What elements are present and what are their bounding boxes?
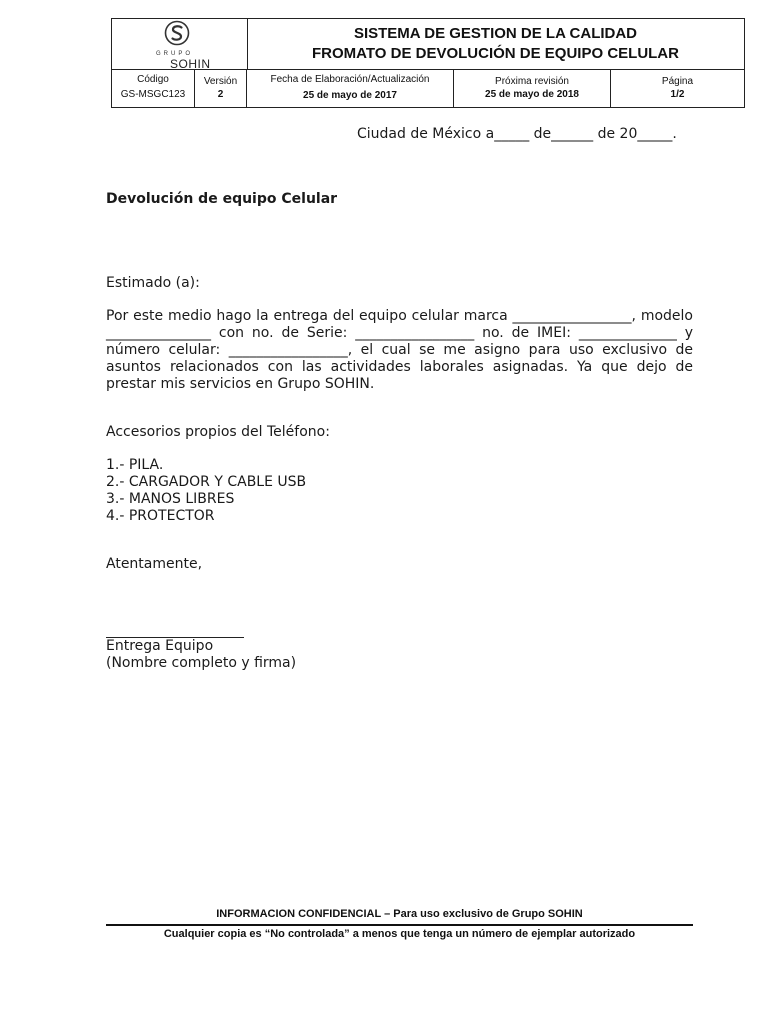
- list-item: 1.- PILA.: [106, 457, 164, 473]
- version-value: 2: [217, 89, 224, 100]
- signature-role: Entrega Equipo: [106, 638, 214, 654]
- pagina-label: Página: [661, 76, 694, 87]
- greeting: Estimado (a):: [106, 275, 200, 291]
- body-paragraph: Por este medio hago la entrega del equipo celular marca _________________, modelo _______________ con no. de Serie: _________________ no. de IMEI: ______________ y número celular: _________________, el cual se me asigno para uso exclusivo de asuntos relacionados con las actividades laborales asignadas. Ya que dejo de prestar mis servicios en Grupo SOHIN.: [106, 308, 693, 392]
- closing: Atentamente,: [106, 556, 203, 572]
- fecha-label: Fecha de Elaboración/Actualización: [270, 74, 430, 85]
- footer-divider: [106, 924, 693, 926]
- list-item: 2.- CARGADOR Y CABLE USB: [106, 474, 307, 490]
- proxima-label: Próxima revisión: [495, 76, 569, 87]
- list-item: 4.- PROTECTOR: [106, 508, 215, 524]
- list-item: 3.- MANOS LIBRES: [106, 491, 235, 507]
- proxima-cell: [454, 69, 611, 107]
- codigo-cell: [112, 69, 195, 107]
- header-info-row: [112, 69, 744, 107]
- header-top-row: [112, 19, 744, 70]
- sohin-s-logo-icon: [164, 19, 190, 49]
- document-heading: Devolución de equipo Celular: [106, 191, 338, 207]
- footer-copy-notice: Cualquier copia es “No controlada” a menos que tenga un número de ejemplar autorizado: [163, 928, 636, 940]
- fecha-cell: [247, 69, 454, 107]
- signature-block: [106, 638, 296, 672]
- proxima-value: 25 de mayo de 2018: [485, 89, 579, 100]
- logo-group-text: GRUPO: [156, 51, 194, 57]
- signature-note: (Nombre completo y firma): [106, 655, 297, 671]
- codigo-value: GS-MSGC123: [120, 89, 186, 100]
- city-date-line: Ciudad de México a_____ de______ de 20_____.: [357, 126, 677, 142]
- pagina-value: 1/2: [670, 89, 685, 100]
- pagina-cell: [611, 69, 744, 107]
- version-cell: [195, 69, 247, 107]
- codigo-label: Código: [137, 74, 169, 85]
- footer-confidential: INFORMACION CONFIDENCIAL – Para uso exclusivo de Grupo SOHIN: [216, 908, 583, 920]
- accessories-list: [106, 457, 306, 525]
- title-cell: [247, 19, 744, 69]
- sohin-logo: [156, 19, 216, 69]
- logo-cell: [112, 19, 248, 69]
- accessories-title: Accesorios propios del Teléfono:: [106, 424, 330, 440]
- format-title: FROMATO DE DEVOLUCIÓN DE EQUIPO CELULAR: [312, 45, 679, 62]
- version-label: Versión: [203, 76, 238, 87]
- document-header-table: [111, 18, 745, 108]
- system-title: SISTEMA DE GESTION DE LA CALIDAD: [353, 25, 638, 42]
- logo-brand-text: SOHIN: [170, 57, 211, 71]
- fecha-value: 25 de mayo de 2017: [303, 90, 397, 101]
